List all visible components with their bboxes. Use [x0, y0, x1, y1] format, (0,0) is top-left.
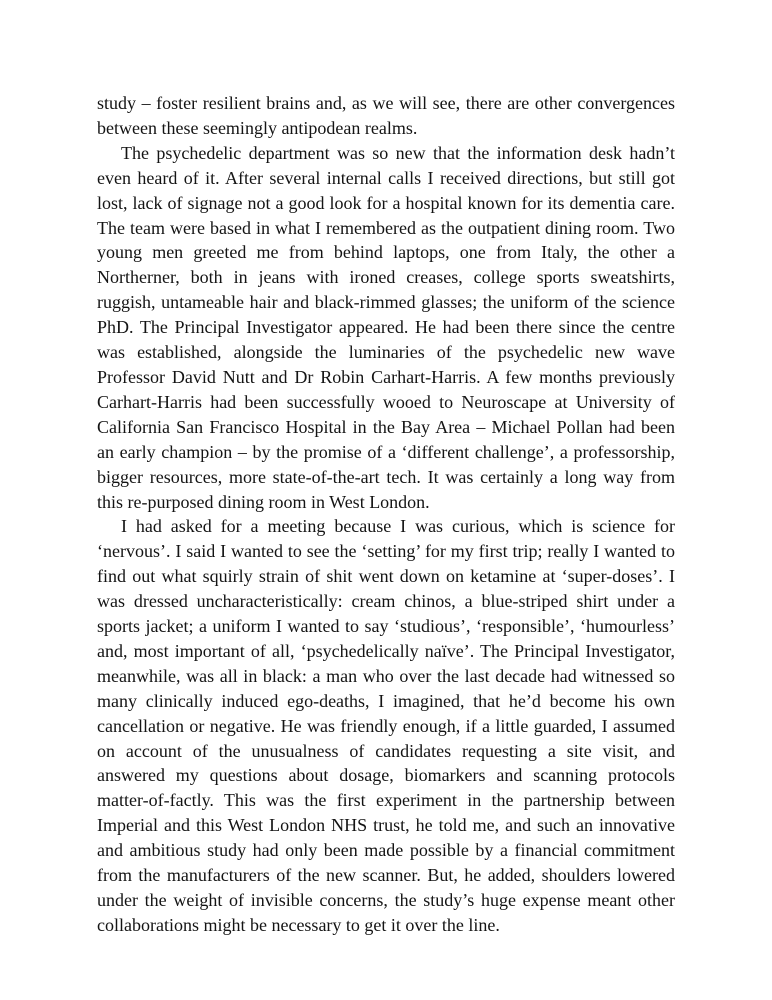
- paragraph-continuation: study – foster resilient brains and, as we will see, there are other convergences between these seemingly antipodean realms.: [97, 93, 675, 138]
- paragraph-meeting: I had asked for a meeting because I was curious, which is science for ‘nervous’. I said I wanted to see the ‘setting’ for my first trip; really I wanted to find out what squirly strain of shit went down on ketamine at ‘super-doses’. I was dressed uncharacteristically: cream chinos, a blue-striped shirt under a sports jacket; a uniform I wanted to say ‘studious’, ‘responsible’, ‘humourless’ and, most important of all, ‘psychedelically naïve’. The Principal Investigator, meanwhile, was all in black: a man who over the last decade had witnessed so many clinically induced ego-deaths, I imagined, that he’d become his own cancellation or negative. He was friendly enough, if a little guarded, I assumed on account of the unusualness of candidates requesting a site visit, and answered my questions about dosage, biomarkers and scanning protocols matter-of-factly. This was the first experiment in the partnership between Imperial and this West London NHS trust, he told me, and such an innovative and ambitious study had only been made possible by a financial commitment from the manufacturers of the new scanner. But, he added, shoulders lowered under the weight of invisible concerns, the study’s huge expense meant other collaborations might be necessary to get it over the line.: [97, 516, 675, 935]
- page-body: [97, 91, 675, 938]
- paragraph-psychedelic-department: The psychedelic department was so new that the information desk hadn’t even heard of it. After several internal calls I received directions, but still got lost, lack of signage not a good look for a hospital known for its dementia care. The team were based in what I remembered as the outpatient dining room. Two young men greeted me from behind laptops, one from Italy, the other a Northerner, both in jeans with ironed creases, college sports sweatshirts, ruggish, untameable hair and black-rimmed glasses; the uniform of the science PhD. The Principal Investigator appeared. He had been there since the centre was established, alongside the luminaries of the psychedelic new wave Professor David Nutt and Dr Robin Carhart-Harris. A few months previously Carhart-Harris had been successfully wooed to Neuroscape at University of California San Francisco Hospital in the Bay Area – Michael Pollan had been an early champion – by the promise of a ‘different challenge’, a professorship, bigger resources, more state-of-the-art tech. It was certainly a long way from this re-purposed dining room in West London.: [97, 142, 675, 512]
